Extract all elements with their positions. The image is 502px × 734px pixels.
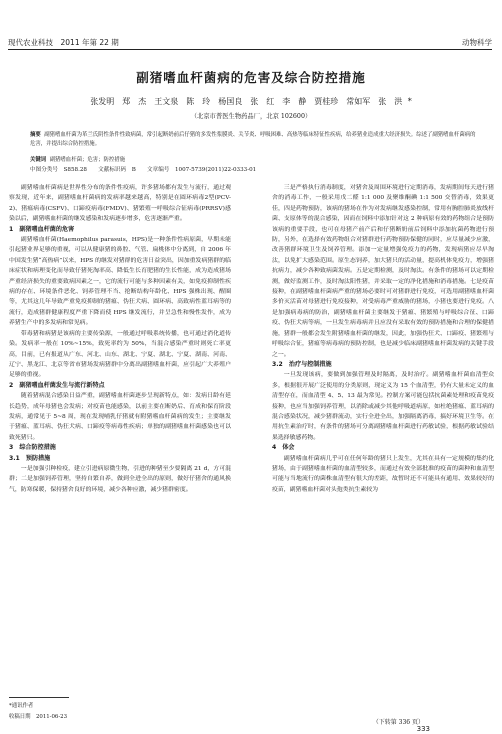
journal-info: 现代农业科技 2011 年第 22 期: [8, 38, 119, 47]
paragraph: 副猪嗜血杆菌病几乎可在任何年龄的猪只上发生，尤其在具有一定规模的集约化猪场，由于副猪嗜血杆菌的血清型较多，而通过有效全部批准的疫苗的菌种和血清型可能与当地流行的菌株血清型有很大的差距，故暂时还不可能具有通用、效果较好的疫苗，副猪嗜血杆菌对头孢类抗生素较为: [272, 455, 494, 493]
left-column: [9, 183, 231, 495]
article-title: 副猪嗜血杆菌病的危害及综合防控措施: [136, 70, 366, 85]
section-heading-4: 4 体会: [272, 444, 295, 452]
subsection-heading-3-2: 3.2 治疗与控制措施: [272, 360, 332, 368]
keywords-line: [30, 156, 480, 165]
received-date: 收稿日期 2011-06-23: [9, 714, 68, 720]
abstract-label: 摘要: [30, 132, 41, 138]
right-column: [272, 183, 494, 495]
affiliation: （北京市普医生物药品厂，北京 102600）: [190, 113, 312, 120]
subsection-heading-3-1: 3.1 预防措施: [9, 454, 51, 462]
paragraph: 三是严格执行消毒制度，对猪舍及周围环境进行定期消毒，发病期间每天进行猪舍的消毒工作，一般采用戊二醛 1:1 000 及聚维酮碘 1:1 500 交替消毒，效果更佳，四是药物预防，该病的猪场在作为对发病继发感染控制，常用有胸腔肺炎放线杆菌、支原体等的混合感染，因而在饲料中添加针对这 2 种病原有效的药物组合是预防该病的重要手段，也可在母猪产前产后和仔猪断奶前后饲料中添加抗菌药物进行预防，另外，在选择有效药物组合对猪群进行药物预防保健的同时，应尽量减少应激，改善猪群环境卫生及饲养管理。添加一定量增强免疫力的药物，发现病猪应尽早淘汰，以免扩大感染范围。原生态饲养，加大猪只的活动量，提高机体免疫力，增强猪抗病力，减少各种致病菌发病。五是定期检测，及时淘汰。有条件的猪场可以定期检测，做好监测工作，及时淘汰阳性猪，并采取一定的净化措施和消毒措施。七是疫苗接种，在副猪嗜血杆菌病严重的猪场必要时可对猪群进行免疫，可选用副猪嗜血杆菌多价灭活苗对母猪进行免疫接种，对受病毒严重威胁的猪场，小猪也要进行免疫。八是加强病毒病的防治，副猪嗜血杆菌主要继发于猪瘟、猪繁殖与呼吸综合征、口蹄疫、伪狂犬病等病，一旦发生病毒病并且应没有采取有效的预防措施和合理的保健措施，猪群一般都会发生附猪嗜血杆菌的继发，因此，加强伪狂犬、口蹄疫、猪繁殖与呼吸综合征，猪瘟等病毒病的预防控制，也是减少临床副猪嗜血杆菌发病的关键手段之一。: [272, 185, 494, 358]
section-heading-2: 2 副猪嗜血杆菌发生与流行新特点: [9, 381, 105, 389]
classification-meta: 中图分类号 S858.28 文献标识码 B 文章编号 1007-5739(2011)22-0333-01: [30, 167, 257, 173]
section-heading-3: 3 综合防控措施: [9, 444, 56, 452]
keywords: 副猪嗜血杆菌；危害；防控措施: [49, 157, 126, 163]
paragraph: 一是加强引种检疫，建立引进病原微生物，引进的种猪至少要隔离 21 d，方可混群；二是加强饲养管理，坚持自繁自养，做到全进全出的原则，做好仔猪舍的通风换气，防寒保暖，保持猪舍良好的环境，减少各种应激，减少猪群密度。: [9, 465, 231, 493]
intro-paragraph: 副猪嗜血杆菌病是世界性分布的条件性疫病，许多猪场都有发生与流行，通过观察发现，近年来，副猪嗜血杆菌病的发病率越来越高，特别是在圆环病毒2型(PCV-2)、猪瘟病毒(CSFV)、口蹄疫病毒(FMDV)、猪繁殖一呼吸综合征病毒(PRRSV)感染以后，副猪嗜血杆菌的继发感染和发病逐步增多，危害逐渐严重。: [9, 185, 231, 223]
continued-note: （下转第 336 页）: [372, 719, 424, 726]
abstract-text: 副猪嗜血杆菌为革兰氏阴性条件性致病菌，常引起断奶前后仔猪的多发性浆膜炎、关节炎、呼吸困难、高热等临床特征性疾病，给养猪业造成重大经济损失。综述了副猪嗜血杆菌病的危害，并提出综合防控措施。: [30, 132, 476, 147]
abstract: [30, 131, 480, 148]
footnote-rule: [9, 697, 69, 698]
corresponding-author-note: *通讯作者: [9, 703, 34, 709]
section-name: 动物科学: [462, 38, 492, 47]
paragraph: 随着猪病混合感染日益严重，副猪嗜血杆菌逐步呈现新特点，如：发病日龄有延长趋势，成年母猪也会发病；对疫苗也能感染，以前主要在断奶后、育成和保育阶段发病，通常见于 5~8 周，现在发现哺乳仔猪就有附猪嗜血杆菌病的发生；主要继发于猪瘟、蓝耳病、伪狂犬病、口蹄疫等病毒性疾病；单独的副猪嗜血杆菌感染也可以致死猪只。: [9, 393, 231, 441]
section-heading-1: 1 副猪嗜血杆菌的危害: [9, 225, 75, 233]
paragraph: 一旦发现该病，要做到加强管理及时隔离，及时治疗。副猪嗜血杆菌血清型众多，根据很开展广泛使用的分类原则，现定义为 15 个血清型，仍有大量未定义的血清型存在，而血清型 4、5、13 最为常见。控制方案可能包括抗菌素处理和疫苗免疫接种，也应当加强饲养管理，以消除或减少其他呼吸道病原，如杜绝猪瘟、蓝耳病的混合感染状况，减少猪群流动，实行全进全出，加强隔离消毒，搞好环境卫生等。在用抗生素治疗时，有条件的猪场可分离副猪嗜血杆菌进行药敏试验，根据药敏试验结果选择敏感药物。: [272, 372, 494, 441]
paragraph: 副猪嗜血杆菌(Haemophilus parasuis，HPS)是一种条件性病原菌，早期未能引起猪业界足够的重视，可以从健康猪的鼻腔、气管、扁桃体中分离到，自 2006 年中国发生猪“高热病”以来，HPS 的继发对猪群的危害日益突出，因加重发病猪群的临床症状和病理变化而导致仔猪死淘率高、降低生长育肥猪的生长性能，成为造成猪场严重经济损失的重要致病因素之一，它的流行可能与多种因素有关，如免疫抑制性疾病的存在、环境条件恶化、饲养管理不当、抢断结构年龄化、HPS 强株出现、醒圈等，尤其这几年导致严重免疫抑制的猪瘟、伪狂犬病、圆环病、高致病性蓝耳病等的流行，造成猪群健康程度严重下降而使 HPS 继发流行，并呈急性和慢性发作，成为养猪生产中的多发病和常见病。: [9, 237, 231, 327]
page-header: [0, 0, 502, 50]
page-number: 333: [416, 725, 430, 733]
authors: 张发明 郑 杰 王文泉 陈 玲 杨国良 张 红 李 静 贾桂珍 常如军 张 洪 *: [90, 97, 412, 106]
keywords-label: 关键词: [30, 157, 47, 163]
paragraph: 带毒猪和病猪是该病的主要传染源，一般通过呼吸系统传播，也可通过消化道传染。发病率一般在 10%~15%，致死率约为 50%，当混合感染严重时则死亡率更高，目前，已有报道从广东、河北、山东、湖北、宁夏、湖北、宁夏、湖南、河南、辽宁、黑龙江、北京等省市猪场发病猪群中分离出副猪嗜血杆菌，应引起广大养殖户足够的重视。: [9, 330, 231, 379]
header-rule: [8, 49, 492, 50]
